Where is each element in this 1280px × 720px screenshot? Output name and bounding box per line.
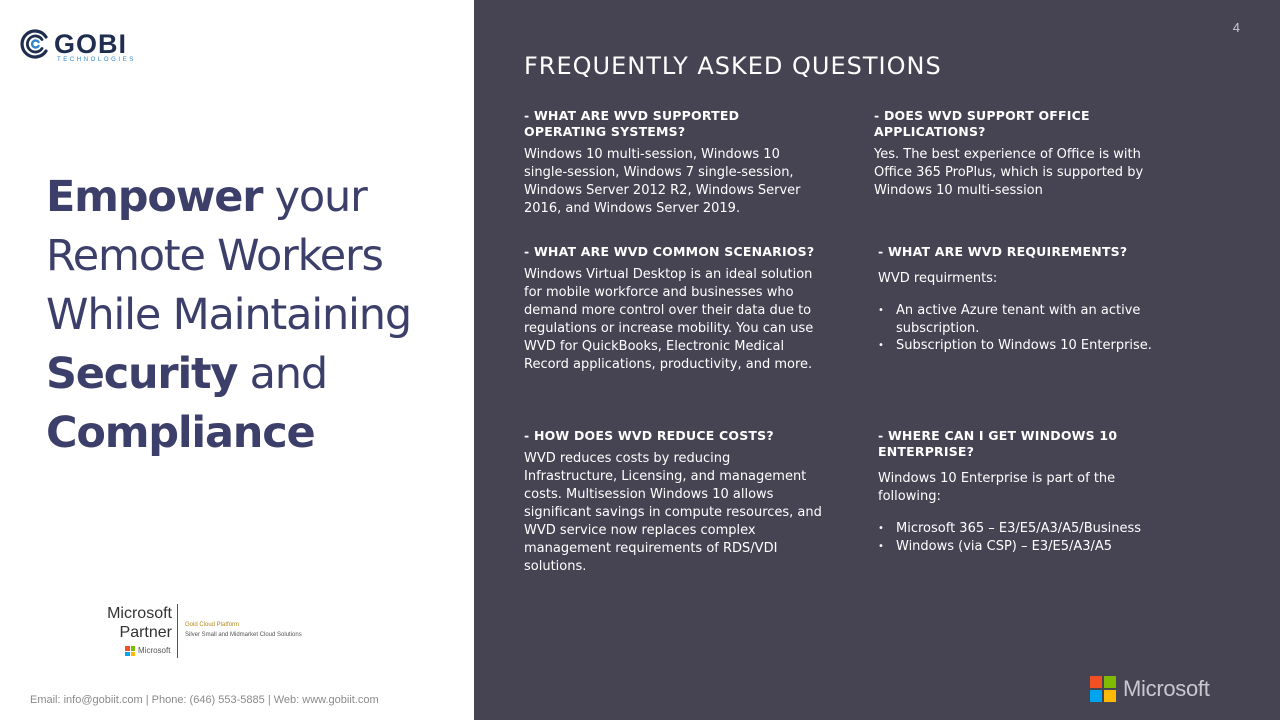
partner-gold-competency: Gold Cloud Platform [185, 622, 240, 628]
headline-line-2: Remote Workers [46, 231, 383, 281]
faq-answer: Yes. The best experience of Office is with Office 365 ProPlus, which is supported by Windows 10 multi-session [874, 147, 1144, 198]
contact-info: Email: info@gobiit.com | Phone: (646) 553-5885 | Web: www.gobiit.com [30, 694, 379, 706]
partner-word-partner: Partner [119, 624, 172, 641]
list-item: • Windows (via CSP) – E3/E5/A3/A5 [878, 538, 1168, 556]
gobi-swirl-icon [20, 28, 52, 60]
faq-item-operating-systems [524, 108, 814, 218]
faq-answer-intro: WVD requirments: [878, 271, 998, 286]
partner-microsoft-mini-logo [125, 646, 173, 656]
list-item: • Microsoft 365 – E3/E5/A3/A5/Business [878, 520, 1168, 538]
faq-answer: WVD reduces costs by reducing Infrastructure, Licensing, and management costs. Multisession Windows 10 allows significant savings in compute resources, and WVD service now replaces complex management requirements of RDS/VDI solutions. [524, 451, 822, 574]
faq-panel [474, 0, 1280, 720]
headline-compliance: Compliance [46, 408, 315, 458]
headline-your: your [262, 172, 367, 222]
brand-tagline: TECHNOLOGIES [57, 57, 136, 63]
faq-question: - WHAT ARE WVD SUPPORTED OPERATING SYSTEMS? [524, 108, 740, 139]
faq-item-scenarios [524, 244, 824, 374]
headline [46, 168, 466, 463]
faq-question: - WHAT ARE WVD COMMON SCENARIOS? [524, 244, 815, 259]
faq-answer-list [878, 302, 1168, 355]
brand-name: GOBI [54, 29, 128, 59]
partner-divider [177, 604, 178, 658]
gobi-logo [20, 28, 160, 68]
headline-and: and [237, 349, 327, 399]
microsoft-logo-text: Microsoft [1123, 676, 1210, 701]
faq-item-requirements [878, 244, 1168, 355]
microsoft-windows-icon [125, 646, 135, 656]
headline-line-3: While Maintaining [46, 290, 411, 340]
faq-answer-list [878, 520, 1168, 555]
list-item: • Subscription to Windows 10 Enterprise. [878, 337, 1168, 355]
faq-item-costs [524, 428, 824, 576]
headline-line-4 [46, 345, 466, 404]
left-panel [0, 0, 474, 720]
microsoft-partner-badge [100, 602, 320, 662]
faq-question: - DOES WVD SUPPORT OFFICE APPLICATIONS? [874, 108, 1090, 139]
microsoft-logo [1090, 676, 1220, 702]
faq-answer: Windows 10 multi-session, Windows 10 single-session, Windows 7 single-session, Windows Server 2012 R2, Windows Server 2016, and Windows Server 2019. [524, 147, 801, 216]
page-number: 4 [1232, 20, 1240, 35]
headline-line-5 [46, 404, 466, 463]
faq-item-enterprise [878, 428, 1168, 555]
partner-silver-competency: Silver Small and Midmarket Cloud Solutions [185, 632, 302, 638]
headline-security: Security [46, 349, 238, 399]
faq-question: - WHAT ARE WVD REQUIREMENTS? [878, 244, 1128, 259]
faq-question: - HOW DOES WVD REDUCE COSTS? [524, 428, 774, 443]
partner-wordmark [102, 604, 172, 642]
mini-logo-text: Microsoft [138, 646, 171, 655]
partner-word-microsoft: Microsoft [107, 605, 172, 622]
faq-question: - WHERE CAN I GET WINDOWS 10 ENTERPRISE? [878, 428, 1118, 459]
list-item: • An active Azure tenant with an active subscription. [878, 302, 1168, 337]
faq-item-office [874, 108, 1164, 200]
headline-empower: Empower [46, 172, 263, 222]
faq-answer: Windows Virtual Desktop is an ideal solution for mobile workforce and businesses who demand more control over their data due to regulations or increase mobility. You can use WVD for QuickBooks, Electronic Medical Record applications, productivity, and more. [524, 267, 814, 372]
faq-title: FREQUENTLY ASKED QUESTIONS [524, 52, 942, 80]
headline-line-1 [46, 168, 466, 227]
microsoft-windows-icon [1090, 676, 1116, 702]
faq-answer-intro: Windows 10 Enterprise is part of the following: [878, 471, 1116, 504]
